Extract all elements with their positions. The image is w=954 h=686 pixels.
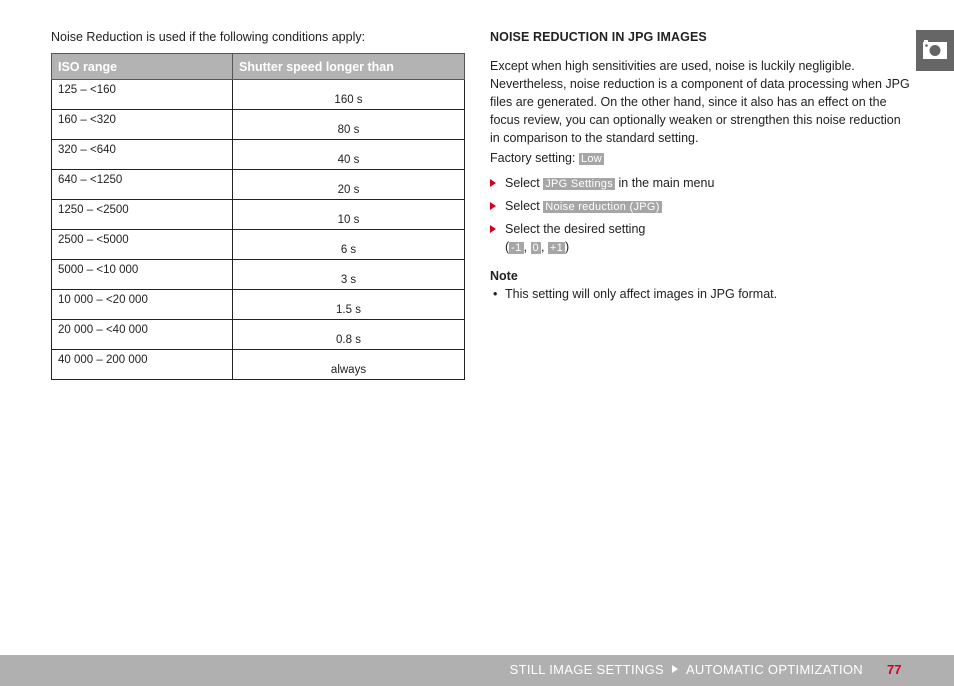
- page-footer: [0, 655, 954, 686]
- bullet-icon: •: [493, 287, 498, 301]
- breadcrumb: [510, 662, 863, 677]
- step-arrow-icon: [490, 202, 496, 210]
- menu-item-noise-reduction: Noise reduction (JPG): [545, 201, 660, 213]
- iso-range-cell: 2500 – <5000: [52, 230, 233, 260]
- table-row: [52, 200, 465, 230]
- camera-icon: [922, 40, 948, 60]
- breadcrumb-section: STILL IMAGE SETTINGS: [509, 662, 664, 677]
- body-paragraph: Except when high sensitivities are used, noise is luckily negligible. Nevertheless, noise reduction is a component of data processing when JPG files are generated. On the other hand, since it also has an effect on the focus review, you can optionally weaken or strengthen this noise reduction in comparison to the standard setting.: [490, 59, 910, 145]
- shutter-speed-cell: 6 s: [233, 230, 465, 260]
- iso-range-cell: 5000 – <10 000: [52, 260, 233, 290]
- step-text: Select: [505, 176, 540, 190]
- option-plus-one: +1: [549, 242, 564, 254]
- shutter-speed-cell: 160 s: [233, 80, 465, 110]
- shutter-speed-cell: 3 s: [233, 260, 465, 290]
- step-arrow-icon: [490, 179, 496, 187]
- iso-range-cell: 20 000 – <40 000: [52, 320, 233, 350]
- table-row: [52, 110, 465, 140]
- iso-range-cell: 320 – <640: [52, 140, 233, 170]
- breadcrumb-subsection: AUTOMATIC OPTIMIZATION: [685, 662, 863, 677]
- iso-range-cell: 640 – <1250: [52, 170, 233, 200]
- iso-range-cell: 10 000 – <20 000: [52, 290, 233, 320]
- table-row: [52, 260, 465, 290]
- note-title: Note: [490, 269, 518, 283]
- iso-shutter-table: [51, 53, 465, 380]
- instruction-step-1: [490, 174, 910, 193]
- shutter-speed-cell: 10 s: [233, 200, 465, 230]
- iso-range-cell: 1250 – <2500: [52, 200, 233, 230]
- instruction-step-3: Select the desired setting ( -1 , 0 , +1 ): [490, 220, 910, 257]
- step-text: Select: [505, 199, 540, 213]
- option-zero: 0: [532, 242, 539, 254]
- column-header-shutter: Shutter speed longer than: [233, 54, 465, 80]
- shutter-speed-cell: always: [233, 350, 465, 380]
- iso-range-cell: 40 000 – 200 000: [52, 350, 233, 380]
- iso-range-cell: 160 – <320: [52, 110, 233, 140]
- factory-setting: [490, 149, 910, 168]
- table-row: [52, 80, 465, 110]
- intro-text: Noise Reduction is used if the following conditions apply:: [51, 30, 366, 44]
- shutter-speed-cell: 80 s: [233, 110, 465, 140]
- shutter-speed-cell: 1.5 s: [233, 290, 465, 320]
- table-row: [52, 290, 465, 320]
- shutter-speed-cell: 20 s: [233, 170, 465, 200]
- step-arrow-icon: [490, 225, 496, 233]
- table-row: [52, 170, 465, 200]
- factory-setting-label: Factory setting:: [490, 151, 576, 165]
- note-text: This setting will only affect images in JPG format.: [505, 287, 778, 301]
- shutter-speed-cell: 40 s: [233, 140, 465, 170]
- section-heading: NOISE REDUCTION IN JPG IMAGES: [490, 30, 707, 44]
- table-row: [52, 350, 465, 380]
- option-minus-one: -1: [511, 242, 522, 254]
- column-header-iso: ISO range: [52, 54, 233, 80]
- table-row: [52, 230, 465, 260]
- breadcrumb-separator-icon: [672, 665, 678, 673]
- iso-range-cell: 125 – <160: [52, 80, 233, 110]
- step-text: Select the desired setting: [505, 222, 646, 236]
- note-item: [490, 285, 910, 303]
- chapter-tab: [916, 30, 954, 71]
- right-column: [490, 28, 910, 303]
- factory-setting-value: Low: [580, 153, 603, 165]
- menu-item-jpg-settings: JPG Settings: [545, 178, 614, 190]
- shutter-speed-cell: 0.8 s: [233, 320, 465, 350]
- table-row: [52, 140, 465, 170]
- instruction-step-2: [490, 197, 910, 216]
- page-number: 77: [887, 662, 902, 677]
- step-text: in the main menu: [618, 176, 715, 190]
- table-header-row: [52, 54, 465, 80]
- table-row: [52, 320, 465, 350]
